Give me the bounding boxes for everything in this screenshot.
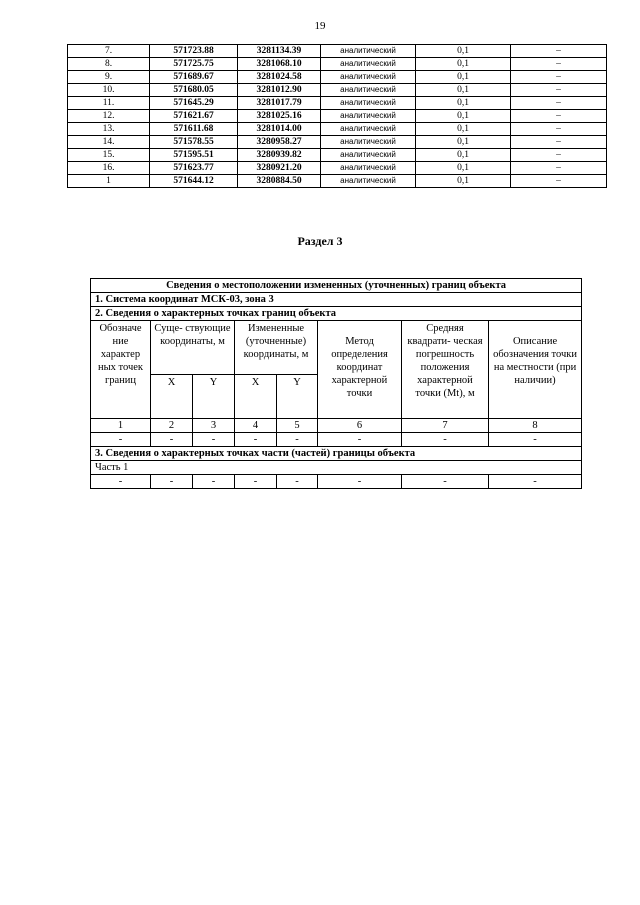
accuracy-cell: 0,1 <box>416 110 511 123</box>
accuracy-cell: 0,1 <box>416 84 511 97</box>
dash-cell: - <box>235 475 277 489</box>
coord-system-row: 1. Система координат МСК-03, зона 3 <box>91 293 582 307</box>
x-coordinate-cell: 571595.51 <box>150 149 238 162</box>
column-number-cell: 2 <box>151 419 193 433</box>
point-number-cell: 16. <box>68 162 150 175</box>
x-coordinate-cell: 571644.12 <box>150 175 238 188</box>
x-coordinate-cell: 571680.05 <box>150 84 238 97</box>
y-coordinate-cell: 3281068.10 <box>238 58 321 71</box>
method-cell: аналитический <box>321 97 416 110</box>
method-cell: аналитический <box>321 149 416 162</box>
point-number-cell: 12. <box>68 110 150 123</box>
dash-cell: - <box>318 475 402 489</box>
point-number-cell: 7. <box>68 45 150 58</box>
table-row <box>68 45 607 58</box>
section3-caption: Сведения о местоположении измененных (уточненных) границ объекта <box>91 279 582 293</box>
note-cell: – <box>511 162 607 175</box>
dash-cell: - <box>402 475 489 489</box>
col-designation-header: Обозначе ние характер ных точек границ <box>91 321 151 419</box>
method-cell: аналитический <box>321 45 416 58</box>
y-coordinate-cell: 3281012.90 <box>238 84 321 97</box>
y-coordinate-cell: 3280884.50 <box>238 175 321 188</box>
accuracy-cell: 0,1 <box>416 97 511 110</box>
dash-cell: - <box>91 433 151 447</box>
accuracy-cell: 0,1 <box>416 162 511 175</box>
col-accuracy-header: Средняя квадрати- ческая погрешность положения характерной точки (Mt), м <box>402 321 489 419</box>
note-cell: – <box>511 84 607 97</box>
column-numbers-row <box>91 419 582 433</box>
table-row <box>68 123 607 136</box>
column-number-cell: 8 <box>489 419 582 433</box>
y-coordinate-cell: 3281134.39 <box>238 45 321 58</box>
y-coordinate-cell: 3280939.82 <box>238 149 321 162</box>
accuracy-cell: 0,1 <box>416 45 511 58</box>
method-cell: аналитический <box>321 162 416 175</box>
note-cell: – <box>511 45 607 58</box>
method-cell: аналитический <box>321 136 416 149</box>
note-cell: – <box>511 175 607 188</box>
accuracy-cell: 0,1 <box>416 58 511 71</box>
dash-cell: - <box>402 433 489 447</box>
table-row <box>68 175 607 188</box>
column-number-cell: 7 <box>402 419 489 433</box>
point-number-cell: 14. <box>68 136 150 149</box>
point-number-cell: 8. <box>68 58 150 71</box>
point-number-cell: 15. <box>68 149 150 162</box>
column-number-cell: 4 <box>235 419 277 433</box>
column-number-cell: 1 <box>91 419 151 433</box>
existing-y-header: Y <box>193 375 235 419</box>
dash-row <box>91 433 582 447</box>
method-cell: аналитический <box>321 71 416 84</box>
point-number-cell: 10. <box>68 84 150 97</box>
dash-cell: - <box>151 475 193 489</box>
accuracy-cell: 0,1 <box>416 149 511 162</box>
page-number: 19 <box>314 20 326 32</box>
accuracy-cell: 0,1 <box>416 123 511 136</box>
part-dash-row <box>91 475 582 489</box>
existing-x-header: X <box>151 375 193 419</box>
table-row <box>68 84 607 97</box>
col-existing-header: Суще- ствующие координаты, м <box>151 321 235 375</box>
point-number-cell: 13. <box>68 123 150 136</box>
x-coordinate-cell: 571623.77 <box>150 162 238 175</box>
y-coordinate-cell: 3280921.20 <box>238 162 321 175</box>
section3-table <box>90 278 582 489</box>
dash-cell: - <box>318 433 402 447</box>
y-coordinate-cell: 3281024.58 <box>238 71 321 84</box>
table-row <box>68 71 607 84</box>
dash-cell: - <box>235 433 277 447</box>
y-coordinate-cell: 3280958.27 <box>238 136 321 149</box>
changed-y-header: Y <box>277 375 318 419</box>
y-coordinate-cell: 3281017.79 <box>238 97 321 110</box>
column-number-cell: 3 <box>193 419 235 433</box>
method-cell: аналитический <box>321 84 416 97</box>
accuracy-cell: 0,1 <box>416 136 511 149</box>
changed-x-header: X <box>235 375 277 419</box>
part-label-row: Часть 1 <box>91 461 582 475</box>
note-cell: – <box>511 71 607 84</box>
characteristic-points-row: 2. Сведения о характерных точках границ объекта <box>91 307 582 321</box>
accuracy-cell: 0,1 <box>416 71 511 84</box>
col-description-header: Описание обозначения точки на местности (при наличии) <box>489 321 582 419</box>
coordinates-table <box>67 44 607 188</box>
col-changed-header: Измененные (уточненные) координаты, м <box>235 321 318 375</box>
column-number-cell: 6 <box>318 419 402 433</box>
section-title: Раздел 3 <box>297 234 343 248</box>
point-number-cell: 9. <box>68 71 150 84</box>
x-coordinate-cell: 571645.29 <box>150 97 238 110</box>
dash-cell: - <box>193 433 235 447</box>
note-cell: – <box>511 123 607 136</box>
note-cell: – <box>511 149 607 162</box>
point-number-cell: 11. <box>68 97 150 110</box>
method-cell: аналитический <box>321 123 416 136</box>
part-points-row: 3. Сведения о характерных точках части (частей) границы объекта <box>91 447 582 461</box>
table-row <box>68 136 607 149</box>
point-number-cell: 1 <box>68 175 150 188</box>
x-coordinate-cell: 571611.68 <box>150 123 238 136</box>
dash-cell: - <box>277 433 318 447</box>
x-coordinate-cell: 571578.55 <box>150 136 238 149</box>
y-coordinate-cell: 3281014.00 <box>238 123 321 136</box>
note-cell: – <box>511 110 607 123</box>
dash-cell: - <box>151 433 193 447</box>
y-coordinate-cell: 3281025.16 <box>238 110 321 123</box>
table-row <box>68 110 607 123</box>
col-method-header: Метод определения координат характерной точки <box>318 321 402 419</box>
column-number-cell: 5 <box>277 419 318 433</box>
table-row <box>68 58 607 71</box>
x-coordinate-cell: 571725.75 <box>150 58 238 71</box>
dash-cell: - <box>91 475 151 489</box>
table-row <box>68 149 607 162</box>
dash-cell: - <box>193 475 235 489</box>
method-cell: аналитический <box>321 110 416 123</box>
x-coordinate-cell: 571689.67 <box>150 71 238 84</box>
accuracy-cell: 0,1 <box>416 175 511 188</box>
dash-cell: - <box>489 475 582 489</box>
method-cell: аналитический <box>321 58 416 71</box>
method-cell: аналитический <box>321 175 416 188</box>
note-cell: – <box>511 97 607 110</box>
table-row <box>68 162 607 175</box>
dash-cell: - <box>489 433 582 447</box>
table-row <box>68 97 607 110</box>
x-coordinate-cell: 571621.67 <box>150 110 238 123</box>
note-cell: – <box>511 58 607 71</box>
dash-cell: - <box>277 475 318 489</box>
x-coordinate-cell: 571723.88 <box>150 45 238 58</box>
note-cell: – <box>511 136 607 149</box>
